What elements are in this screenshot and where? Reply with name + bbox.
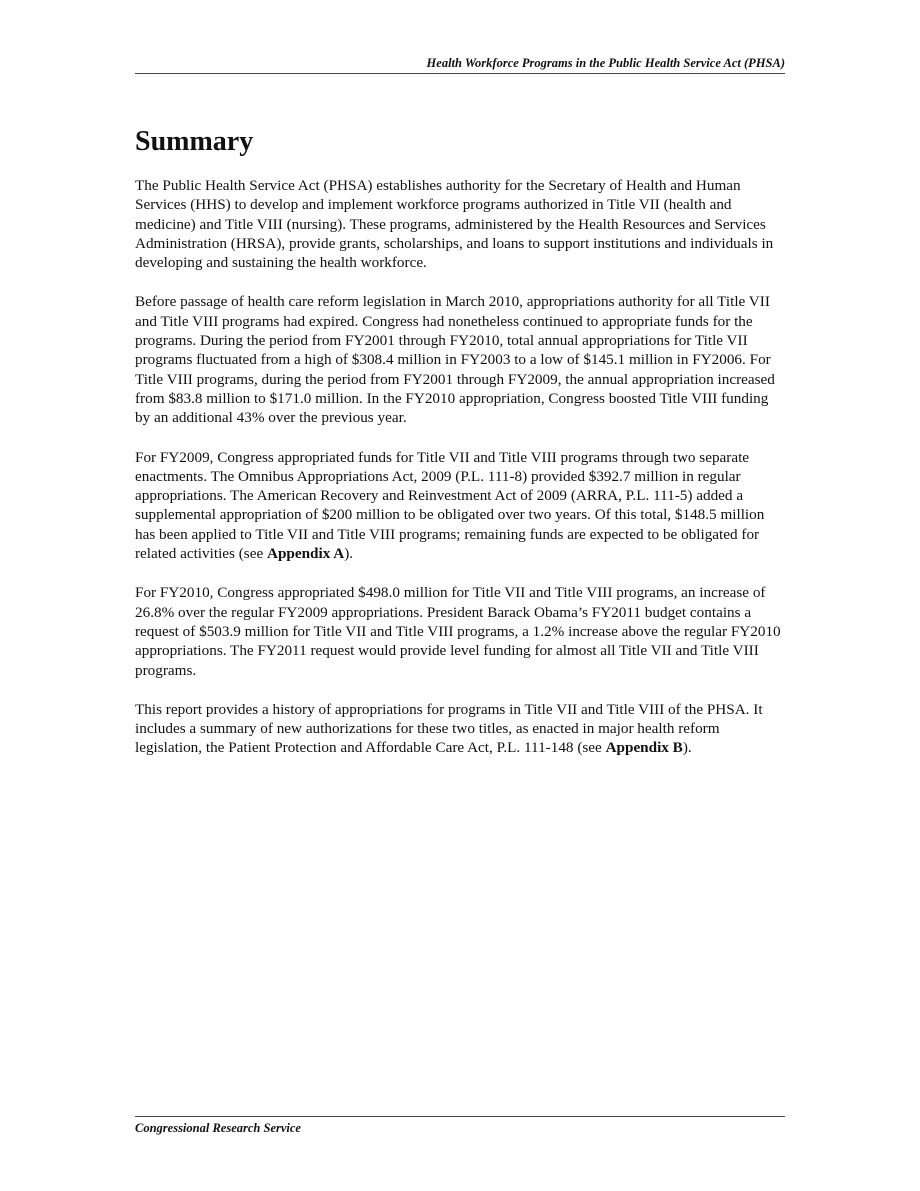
running-footer: Congressional Research Service — [135, 1121, 301, 1135]
running-header-title: Health Workforce Programs in the Public Health Service Act (PHSA) — [426, 56, 785, 70]
paragraph-3-text: For FY2009, Congress appropriated funds for Title VII and Title VIII programs through two separate enactments. The Omnibus Appropriations Act, 2009 (P.L. 111-8) provided $392.7 million in regular appropriations. The American Recovery and Reinvestment Act of 2009 (ARRA, P.L. 111-5) added a supplemental appropriation of $200 million to be obligated over two years. Of this total, $148.5 million has been applied to Title VII and Title VIII programs; remaining funds are expected to be obligated for related activities (see — [135, 448, 765, 563]
header-divider — [135, 73, 785, 74]
paragraph-5-text: This report provides a history of appropriations for programs in Title VII and Title VIII of the PHSA. It includes a summary of new authorizations for these two titles, as enacted in major health reform legislation, the Patient Protection and Affordable Care Act, P.L. 111-148 (see — [135, 700, 763, 757]
summary-paragraph-4: For FY2010, Congress appropriated $498.0 million for Title VII and Title VIII programs, an increase of 26.8% over the regular FY2009 appropriations. President Barack Obama’s FY2011 budget contains a request of $503.9 million for Title VII and Title VIII programs, a 1.2% increase above the regular FY2010 appropriations. The FY2011 request would provide level funding for almost all Title VII and Title VIII programs. — [135, 584, 781, 679]
summary-paragraph-3 — [135, 448, 785, 564]
paragraph-3-closing: ). — [344, 545, 354, 563]
summary-body — [135, 176, 785, 778]
appendix-b-reference: Appendix B — [605, 739, 683, 757]
page-title: Summary — [135, 126, 254, 157]
summary-paragraph-2: Before passage of health care reform legislation in March 2010, appropriations authority for all Title VII and Title VIII programs had expired. Congress had nonetheless continued to appropriate funds for the programs. During the period from FY2001 through FY2010, total annual appropriations for Title VII programs fluctuated from a high of $308.4 million in FY2003 to a low of $145.1 million in FY2006. For Title VIII programs, during the period from FY2001 through FY2009, the annual appropriation increased from $83.8 million to $171.0 million. In the FY2010 appropriation, Congress boosted Title VIII funding by an additional 43% over the previous year. — [135, 293, 775, 427]
summary-paragraph-5 — [135, 700, 785, 758]
paragraph-5-closing: ). — [682, 739, 692, 757]
appendix-a-reference: Appendix A — [266, 545, 345, 563]
footer-divider — [135, 1116, 785, 1117]
summary-paragraph-1: The Public Health Service Act (PHSA) establishes authority for the Secretary of Health and Human Services (HHS) to develop and implement workforce programs authorized in Title VII (health and medicine) and Title VIII (nursing). These programs, administered by the Health Resources and Services Administration (HRSA), provide grants, scholarships, and loans to support institutions and individuals in developing and sustaining the health workforce. — [135, 177, 774, 272]
